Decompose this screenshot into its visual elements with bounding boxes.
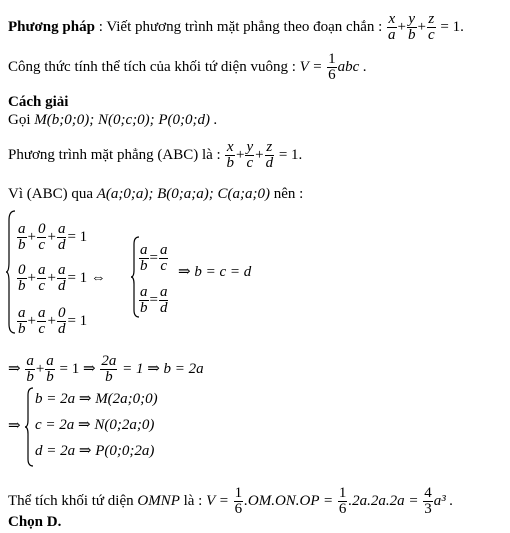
system2-brace xyxy=(24,387,34,467)
plane-eq-text: Phương trình mặt phẳng (ABC) là : xyxy=(8,146,221,163)
plane-eq-rhs: = 1. xyxy=(278,146,303,163)
plane-frac-y: $\frac{y}{c}$ xyxy=(246,139,254,171)
volume-tail: abc . xyxy=(337,58,367,75)
via-points-line xyxy=(8,185,303,203)
intercept-frac-x: $\frac{x}{a}$ xyxy=(388,11,396,43)
points-mnp: M(b;0;0); N(0;c;0); P(0;0;d) . xyxy=(34,112,218,128)
system2-row2: c = 2a ⇒ N(0;2a;0) xyxy=(35,417,155,433)
system1-row2: $\frac{0}{b}$ + $\frac{a}{c}$ + $\frac{a}{d}$ = 1 ⇔ xyxy=(18,262,106,294)
via-points: A(a;0;a); B(0;a;a); C(a;a;0) xyxy=(96,186,271,202)
intercept-frac-y: $\frac{y}{b}$ xyxy=(408,11,416,43)
system1-sub-row2: $\frac{a}{b}$ = $\frac{a}{d}$ xyxy=(140,284,168,316)
volume-rule-text: Công thức tính thể tích của khối tứ diện vuông : xyxy=(8,58,296,75)
volume-rule-line xyxy=(8,52,367,83)
solution-heading: Cách giải xyxy=(8,94,69,110)
via-text: Vì (ABC) qua xyxy=(8,186,93,202)
plane-eq-line: Phương trình mặt phẳng (ABC) là : $\frac{x}{b}$ + $\frac{y}{c}$ + $\frac{z}{d}$ = 1. xyxy=(8,139,303,171)
plane-frac-z: $\frac{z}{d}$ xyxy=(265,139,274,171)
system2-row1: b = 2a ⇒ M(2a;0;0) xyxy=(35,391,158,407)
system1-result: ⇒ b = c = d xyxy=(178,264,252,280)
method-line: Phương pháp : Viết phương trình mặt phẳng theo đoạn chắn : $\frac{x}{a}$ + $\frac{y}{b}$ + $\frac{z}{c}$ = 1. xyxy=(8,11,464,43)
points-label: Gọi xyxy=(8,112,31,128)
method-label: Phương pháp xyxy=(8,18,95,35)
intercept-frac-z: $\frac{z}{c}$ xyxy=(427,11,435,43)
system1-row1: $\frac{a}{b}$ + $\frac{0}{c}$ + $\frac{a}{d}$ = 1 xyxy=(18,221,88,253)
system1-row3: $\frac{a}{b}$ + $\frac{a}{c}$ + $\frac{0}{d}$ = 1 xyxy=(18,305,88,337)
system2-arrow: ⇒ xyxy=(8,418,21,434)
final-volume-line: Thể tích khối tứ diện OMNP là : V = $\frac{1}{6}$ .OM.ON.OP = $\frac{1}{6}$ .2a.2a.2a = $\frac{4}{3}$ a³ . xyxy=(8,485,454,517)
volume-lhs: V = xyxy=(299,58,323,75)
system1-iff: ⇔ xyxy=(90,269,106,286)
system2-row3: d = 2a ⇒ P(0;0;2a) xyxy=(35,443,155,459)
points-line xyxy=(8,111,218,129)
plane-frac-x: $\frac{x}{b}$ xyxy=(226,139,234,171)
system1-sub-row1: $\frac{a}{b}$ = $\frac{a}{c}$ xyxy=(140,242,168,274)
intercept-rhs: = 1. xyxy=(440,18,464,35)
volume-frac: $\frac{1}{6}$ xyxy=(328,51,336,83)
answer: Chọn D. xyxy=(8,514,62,530)
via-tail: nên : xyxy=(273,186,304,202)
method-text: : Viết phương trình mặt phẳng theo đoạn chắn : xyxy=(98,18,383,35)
step2-line: ⇒ $\frac{a}{b}$ + $\frac{a}{b}$ = 1 ⇒ $\frac{2a}{b}$ = 1 ⇒ b = 2a xyxy=(8,353,204,385)
tetra-name: OMNP xyxy=(137,492,180,509)
